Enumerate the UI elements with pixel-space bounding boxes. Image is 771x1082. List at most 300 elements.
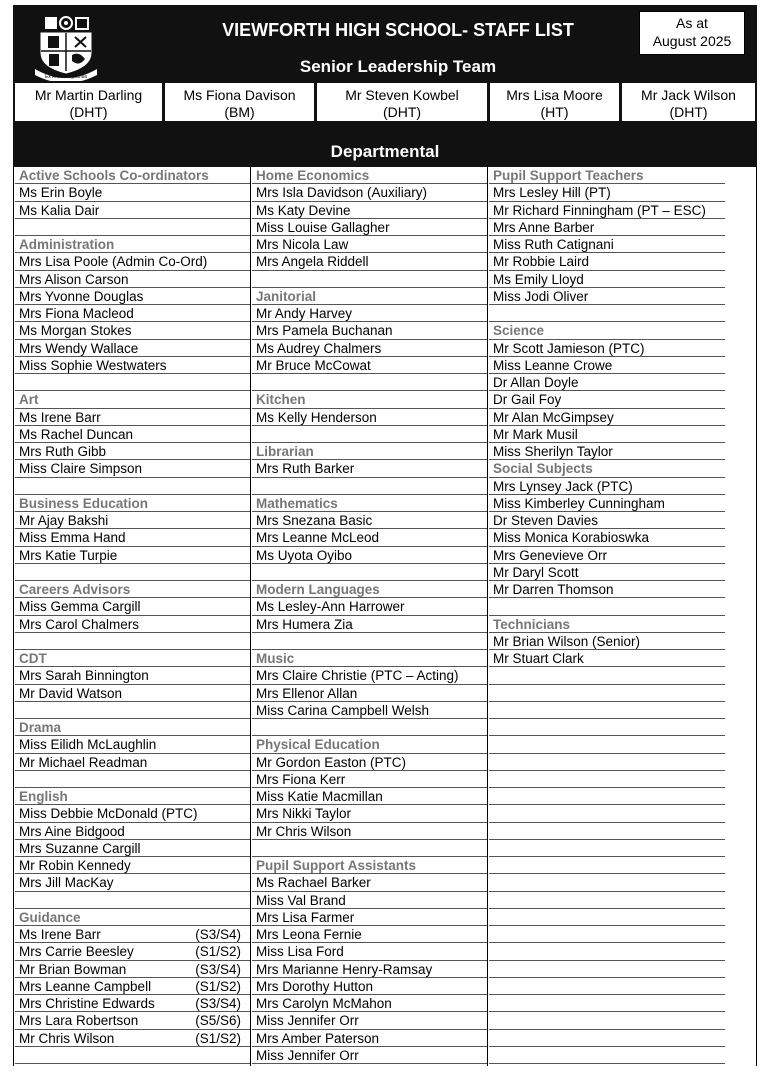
staff-name: Mr Daryl Scott [493,564,579,580]
slt-member-role: (BM) [224,104,255,120]
staff-row [252,943,488,960]
staff-row [252,667,488,684]
staff-name: Miss Sophie Westwaters [19,357,167,373]
blank-row [489,978,725,995]
school-crest-icon [31,15,101,81]
staff-name: Dr Allan Doyle [493,375,579,390]
staff-row [15,426,251,443]
blank-row [15,633,251,650]
staff-row [15,978,251,995]
department-heading [15,581,251,598]
slt-member-role: (DHT) [382,104,422,120]
staff-name: Mrs Lesley Hill (PT) [493,185,611,201]
blank-row [489,771,725,788]
staff-name: Ms Audrey Chalmers [256,340,382,356]
blank-row [252,374,488,391]
staff-row [15,926,251,943]
as-at-label: As at [676,15,708,31]
staff-row [252,685,488,702]
staff-row [15,512,251,529]
staff-name: Mrs Snezana Basic [256,513,373,528]
department-name: Drama [19,720,62,735]
staff-row [15,202,251,219]
department-name: Kitchen [256,392,306,408]
staff-name: Miss Lisa Ford [256,944,344,960]
department-name: English [19,789,68,804]
staff-name: Ms Kalia Dair [19,202,100,218]
staff-row [252,357,488,374]
staff-row [489,374,725,391]
staff-name: Dr Steven Davies [493,513,599,528]
staff-name: Mrs Fiona Kerr [256,771,346,787]
staff-row [252,616,488,633]
staff-row [15,943,251,960]
staff-name: Mrs Lara Robertson [19,1013,139,1029]
staff-row [15,823,251,840]
department-name: Home Economics [256,168,370,183]
staff-name: Miss Jennifer Orr [256,1013,359,1029]
slt-member-name: Mr Steven Kowbel [345,87,459,103]
staff-row [252,771,488,788]
staff-name: Mrs Genevieve Orr [493,547,608,563]
staff-row [252,961,488,978]
blank-row [15,771,251,788]
staff-name: Mrs Nicola Law [256,237,349,252]
staff-name: Mrs Ruth Gibb [19,444,107,459]
staff-name: Mrs Carol Chalmers [19,616,140,632]
blank-row [489,892,725,909]
staff-name: Mrs Angela Riddell [256,254,369,270]
staff-name: Mrs Sarah Binnington [19,668,149,684]
staff-row [489,236,725,253]
staff-row [252,978,488,995]
table-border-left [13,167,14,1066]
staff-name: Mr Michael Readman [19,754,148,770]
department-heading [252,495,488,512]
staff-name: Mrs Nikki Taylor [256,806,352,822]
department-name: Technicians [493,616,571,632]
staff-name: Mrs Lisa Poole (Admin Co-Ord) [19,254,208,270]
staff-row [489,581,725,598]
staff-name: Mrs Humera Zia [256,616,353,632]
department-heading [15,788,251,805]
staff-row [15,857,251,874]
department-heading [489,322,725,339]
blank-row [252,719,488,736]
blank-row [252,840,488,857]
staff-row [252,598,488,615]
staff-row [252,529,488,546]
blank-row [489,961,725,978]
staff-row [252,460,488,477]
staff-name: Ms Uyota Oyibo [256,547,353,563]
staff-row [252,1012,488,1029]
staff-row [15,409,251,426]
blank-row [15,478,251,495]
department-heading [489,616,725,633]
staff-row [489,184,725,201]
staff-name: Mrs Carolyn McMahon [256,996,392,1011]
staff-name: Mrs Alison Carson [19,271,129,287]
staff-column-right [489,167,725,1064]
year-group: (S1/S2) [195,944,241,960]
svg-text:Ex Ardua Vigilantia: Ex Ardua Vigilantia [45,74,87,80]
blank-row [489,823,725,840]
staff-row [489,391,725,408]
staff-row [15,667,251,684]
staff-name: Mrs Katie Turpie [19,547,118,563]
staff-name: Ms Erin Boyle [19,185,103,201]
staff-name: Mrs Aine Bidgood [19,823,125,839]
staff-row [252,995,488,1012]
department-heading [489,460,725,477]
staff-row [15,805,251,822]
staff-row [252,754,488,771]
departmental-heading: Departmental [330,142,440,161]
blank-row [15,892,251,909]
staff-row [489,529,725,546]
department-name: Modern Languages [256,582,380,597]
staff-name: Ms Rachel Duncan [19,426,134,442]
staff-name: Mrs Isla Davidson (Auxiliary) [256,185,428,201]
slt-member [15,83,162,121]
staff-row [252,823,488,840]
staff-name: Mr Gordon Easton (PTC) [256,754,407,770]
staff-name: Miss Sherilyn Taylor [493,444,613,459]
department-name: Pupil Support Assistants [256,858,417,873]
department-name: Janitorial [256,288,317,304]
staff-name: Miss Monica Korabioswka [493,530,650,546]
staff-name: Mrs Suzanne Cargill [19,840,141,856]
staff-row [252,202,488,219]
staff-name: Mr David Watson [19,685,123,701]
blank-row [489,598,725,615]
staff-name: Mr Chris Wilson [256,823,352,839]
staff-row [15,1012,251,1029]
staff-name: Mrs Wendy Wallace [19,340,139,356]
staff-name: Miss Jennifer Orr [256,1047,359,1063]
staff-row [252,322,488,339]
staff-row [15,340,251,357]
staff-row [489,340,725,357]
staff-row [15,547,251,564]
staff-name: Miss Eilidh McLaughlin [19,737,157,753]
staff-row [252,702,488,719]
blank-row [252,478,488,495]
staff-name: Mrs Marianne Henry-Ramsay [256,961,433,977]
department-name: Guidance [19,909,81,925]
staff-name: Mrs Claire Christie (PTC – Acting) [256,668,459,684]
blank-row [489,736,725,753]
staff-name: Miss Jodi Oliver [493,288,589,304]
slt-member [165,83,314,121]
staff-name: Mrs Anne Barber [493,219,595,235]
year-group: (S3/S4) [195,961,241,977]
staff-name: Mr Brian Wilson (Senior) [493,633,641,649]
staff-row [252,184,488,201]
department-name: Mathematics [256,495,338,511]
blank-row [15,219,251,236]
staff-name: Mrs Yvonne Douglas [19,288,144,304]
department-heading [252,391,488,408]
staff-name: Mr Bruce McCowat [256,357,371,373]
department-heading [15,650,251,667]
blank-row [15,702,251,719]
staff-name: Mrs Dorothy Hutton [256,978,374,994]
staff-row [252,1030,488,1047]
department-heading [252,443,488,460]
staff-name: Mrs Ellenor Allan [256,685,358,701]
blank-row [15,1047,251,1064]
department-heading [252,581,488,598]
staff-row [15,460,251,477]
staff-name: Mrs Carrie Beesley [19,944,134,960]
staff-row [15,322,251,339]
slt-member [622,83,755,121]
slt-member [317,83,487,121]
department-name: Physical Education [256,737,380,753]
staff-row [15,616,251,633]
staff-row [15,874,251,891]
staff-name: Mrs Christine Edwards [19,996,155,1011]
staff-row [252,788,488,805]
staff-row [252,874,488,891]
staff-row [489,271,725,288]
staff-row [15,754,251,771]
blank-row [489,702,725,719]
staff-row [15,529,251,546]
department-name: Active Schools Co-ordinators [19,168,209,183]
department-heading [15,391,251,408]
staff-row [15,357,251,374]
blank-row [489,754,725,771]
staff-name: Mr Mark Musil [493,426,578,442]
staff-row [252,909,488,926]
blank-row [489,1012,725,1029]
department-name: Careers Advisors [19,582,131,597]
department-heading [252,288,488,305]
staff-name: Miss Debbie McDonald (PTC) [19,806,198,822]
department-heading [252,857,488,874]
staff-name: Mrs Lisa Farmer [256,909,355,925]
department-name: Science [493,323,545,339]
staff-name: Miss Val Brand [256,892,346,908]
staff-name: Mr Stuart Clark [493,651,584,666]
blank-row [15,564,251,581]
blank-row [489,857,725,874]
staff-name: Mr Alan McGimpsey [493,409,614,425]
blank-row [489,840,725,857]
staff-name: Mrs Ruth Barker [256,461,355,477]
department-heading [252,650,488,667]
department-name: Librarian [256,444,314,459]
staff-row [15,443,251,460]
staff-row [15,271,251,288]
staff-name: Mrs Leanne Campbell [19,978,152,994]
staff-row [252,409,488,426]
blank-row [489,874,725,891]
slt-member-role: (DHT) [69,104,108,120]
year-group: (S1/S2) [195,978,241,994]
page-title: VIEWFORTH HIGH SCHOOL- STAFF LIST [222,20,574,40]
slt-member-name: Mr Jack Wilson [641,87,736,103]
staff-name: Ms Lesley-Ann Harrower [256,599,405,615]
staff-name: Mrs Lynsey Jack (PTC) [493,478,633,494]
staff-name: Ms Katy Devine [256,202,351,218]
staff-row [489,633,725,650]
staff-row [15,598,251,615]
staff-name: Miss Claire Simpson [19,461,143,477]
slt-member-name: Mrs Lisa Moore [506,87,603,103]
blank-row [489,805,725,822]
staff-name: Dr Gail Foy [493,392,562,408]
blank-row [489,909,725,926]
staff-name: Ms Morgan Stokes [19,323,132,339]
blank-row [489,685,725,702]
staff-name: Mrs Fiona Macleod [19,306,134,321]
staff-name: Mr Darren Thomson [493,582,614,597]
staff-name: Miss Leanne Crowe [493,357,613,373]
column-divider [487,167,488,1066]
staff-row [489,426,725,443]
staff-row [252,340,488,357]
staff-row [489,650,725,667]
slt-member-name: Ms Fiona Davison [183,87,296,103]
staff-name: Mr Ajay Bakshi [19,513,109,528]
department-heading [252,736,488,753]
staff-name: Ms Irene Barr [19,409,101,425]
department-heading [15,495,251,512]
staff-name: Ms Kelly Henderson [256,409,377,425]
department-heading [15,167,251,184]
as-at-month: August 2025 [652,33,732,49]
as-at-date [639,11,745,55]
staff-row [489,357,725,374]
staff-name: Mr Brian Bowman [19,961,127,977]
staff-row [489,219,725,236]
department-heading [15,236,251,253]
staff-row [252,892,488,909]
slt-member [490,83,619,121]
staff-row [252,219,488,236]
blank-row [489,788,725,805]
blank-row [15,374,251,391]
staff-name: Miss Louise Gallagher [256,219,390,235]
staff-name: Mr Scott Jamieson (PTC) [493,340,645,356]
staff-name: Mr Chris Wilson [19,1030,115,1046]
staff-row [252,1047,488,1064]
staff-name: Mrs Amber Paterson [256,1030,380,1046]
staff-row [15,305,251,322]
staff-row [252,236,488,253]
blank-row [489,995,725,1012]
staff-name: Miss Kimberley Cunningham [493,495,665,511]
staff-name: Miss Gemma Cargill [19,599,141,615]
staff-name: Mr Richard Finningham (PT – ESC) [493,202,706,218]
year-group: (S5/S6) [195,1013,241,1029]
staff-row [252,305,488,322]
blank-row [489,1030,725,1047]
staff-row [15,995,251,1012]
staff-row [15,685,251,702]
staff-name: Mr Robin Kennedy [19,858,131,873]
department-heading [15,909,251,926]
year-group: (S3/S4) [195,996,241,1011]
staff-row [252,512,488,529]
staff-row [489,478,725,495]
staff-name: Mrs Leanne McLeod [256,530,380,546]
staff-row [15,961,251,978]
blank-row [489,926,725,943]
staff-name: Ms Rachael Barker [256,875,371,891]
staff-name: Miss Katie Macmillan [256,789,383,804]
staff-row [15,184,251,201]
staff-name: Mrs Leona Fernie [256,927,362,942]
staff-row [489,564,725,581]
staff-row [15,840,251,857]
year-group: (S3/S4) [195,927,241,942]
staff-row [489,409,725,426]
slt-member-name: Mr Martin Darling [34,87,143,103]
slt-member-role: (HT) [540,104,569,120]
staff-row [15,736,251,753]
table-border-right [756,167,757,1066]
department-name: Business Education [19,495,149,511]
blank-row [252,271,488,288]
department-name: CDT [19,651,47,666]
staff-row [252,926,488,943]
department-name: Administration [19,237,115,252]
staff-row [15,253,251,270]
department-heading [489,167,725,184]
staff-name: Miss Ruth Catignani [493,237,614,252]
department-name: Art [19,392,39,408]
staff-row [15,1030,251,1047]
staff-name: Ms Irene Barr [19,927,101,942]
staff-row [489,288,725,305]
staff-row [489,495,725,512]
department-name: Social Subjects [493,461,593,477]
staff-name: Mr Andy Harvey [256,306,353,321]
blank-row [252,426,488,443]
department-heading [15,719,251,736]
staff-name: Ms Emily Lloyd [493,271,584,287]
blank-row [489,305,725,322]
blank-row [489,943,725,960]
staff-row [489,202,725,219]
year-group: (S1/S2) [195,1030,241,1046]
blank-row [489,719,725,736]
staff-column-left [15,167,251,1064]
column-divider [250,167,251,1066]
slt-heading: Senior Leadership Team [299,57,497,76]
staff-name: Mrs Jill MacKay [19,875,114,891]
department-name: Pupil Support Teachers [493,168,644,183]
staff-row [252,253,488,270]
staff-row [252,805,488,822]
staff-name: Miss Emma Hand [19,530,126,546]
department-heading [252,167,488,184]
staff-row [489,443,725,460]
staff-row [252,547,488,564]
staff-row [15,288,251,305]
staff-name: Mrs Pamela Buchanan [256,323,393,339]
staff-name: Miss Carina Campbell Welsh [256,702,430,718]
department-name: Music [256,651,295,666]
staff-row [489,512,725,529]
blank-row [252,564,488,581]
blank-row [489,667,725,684]
